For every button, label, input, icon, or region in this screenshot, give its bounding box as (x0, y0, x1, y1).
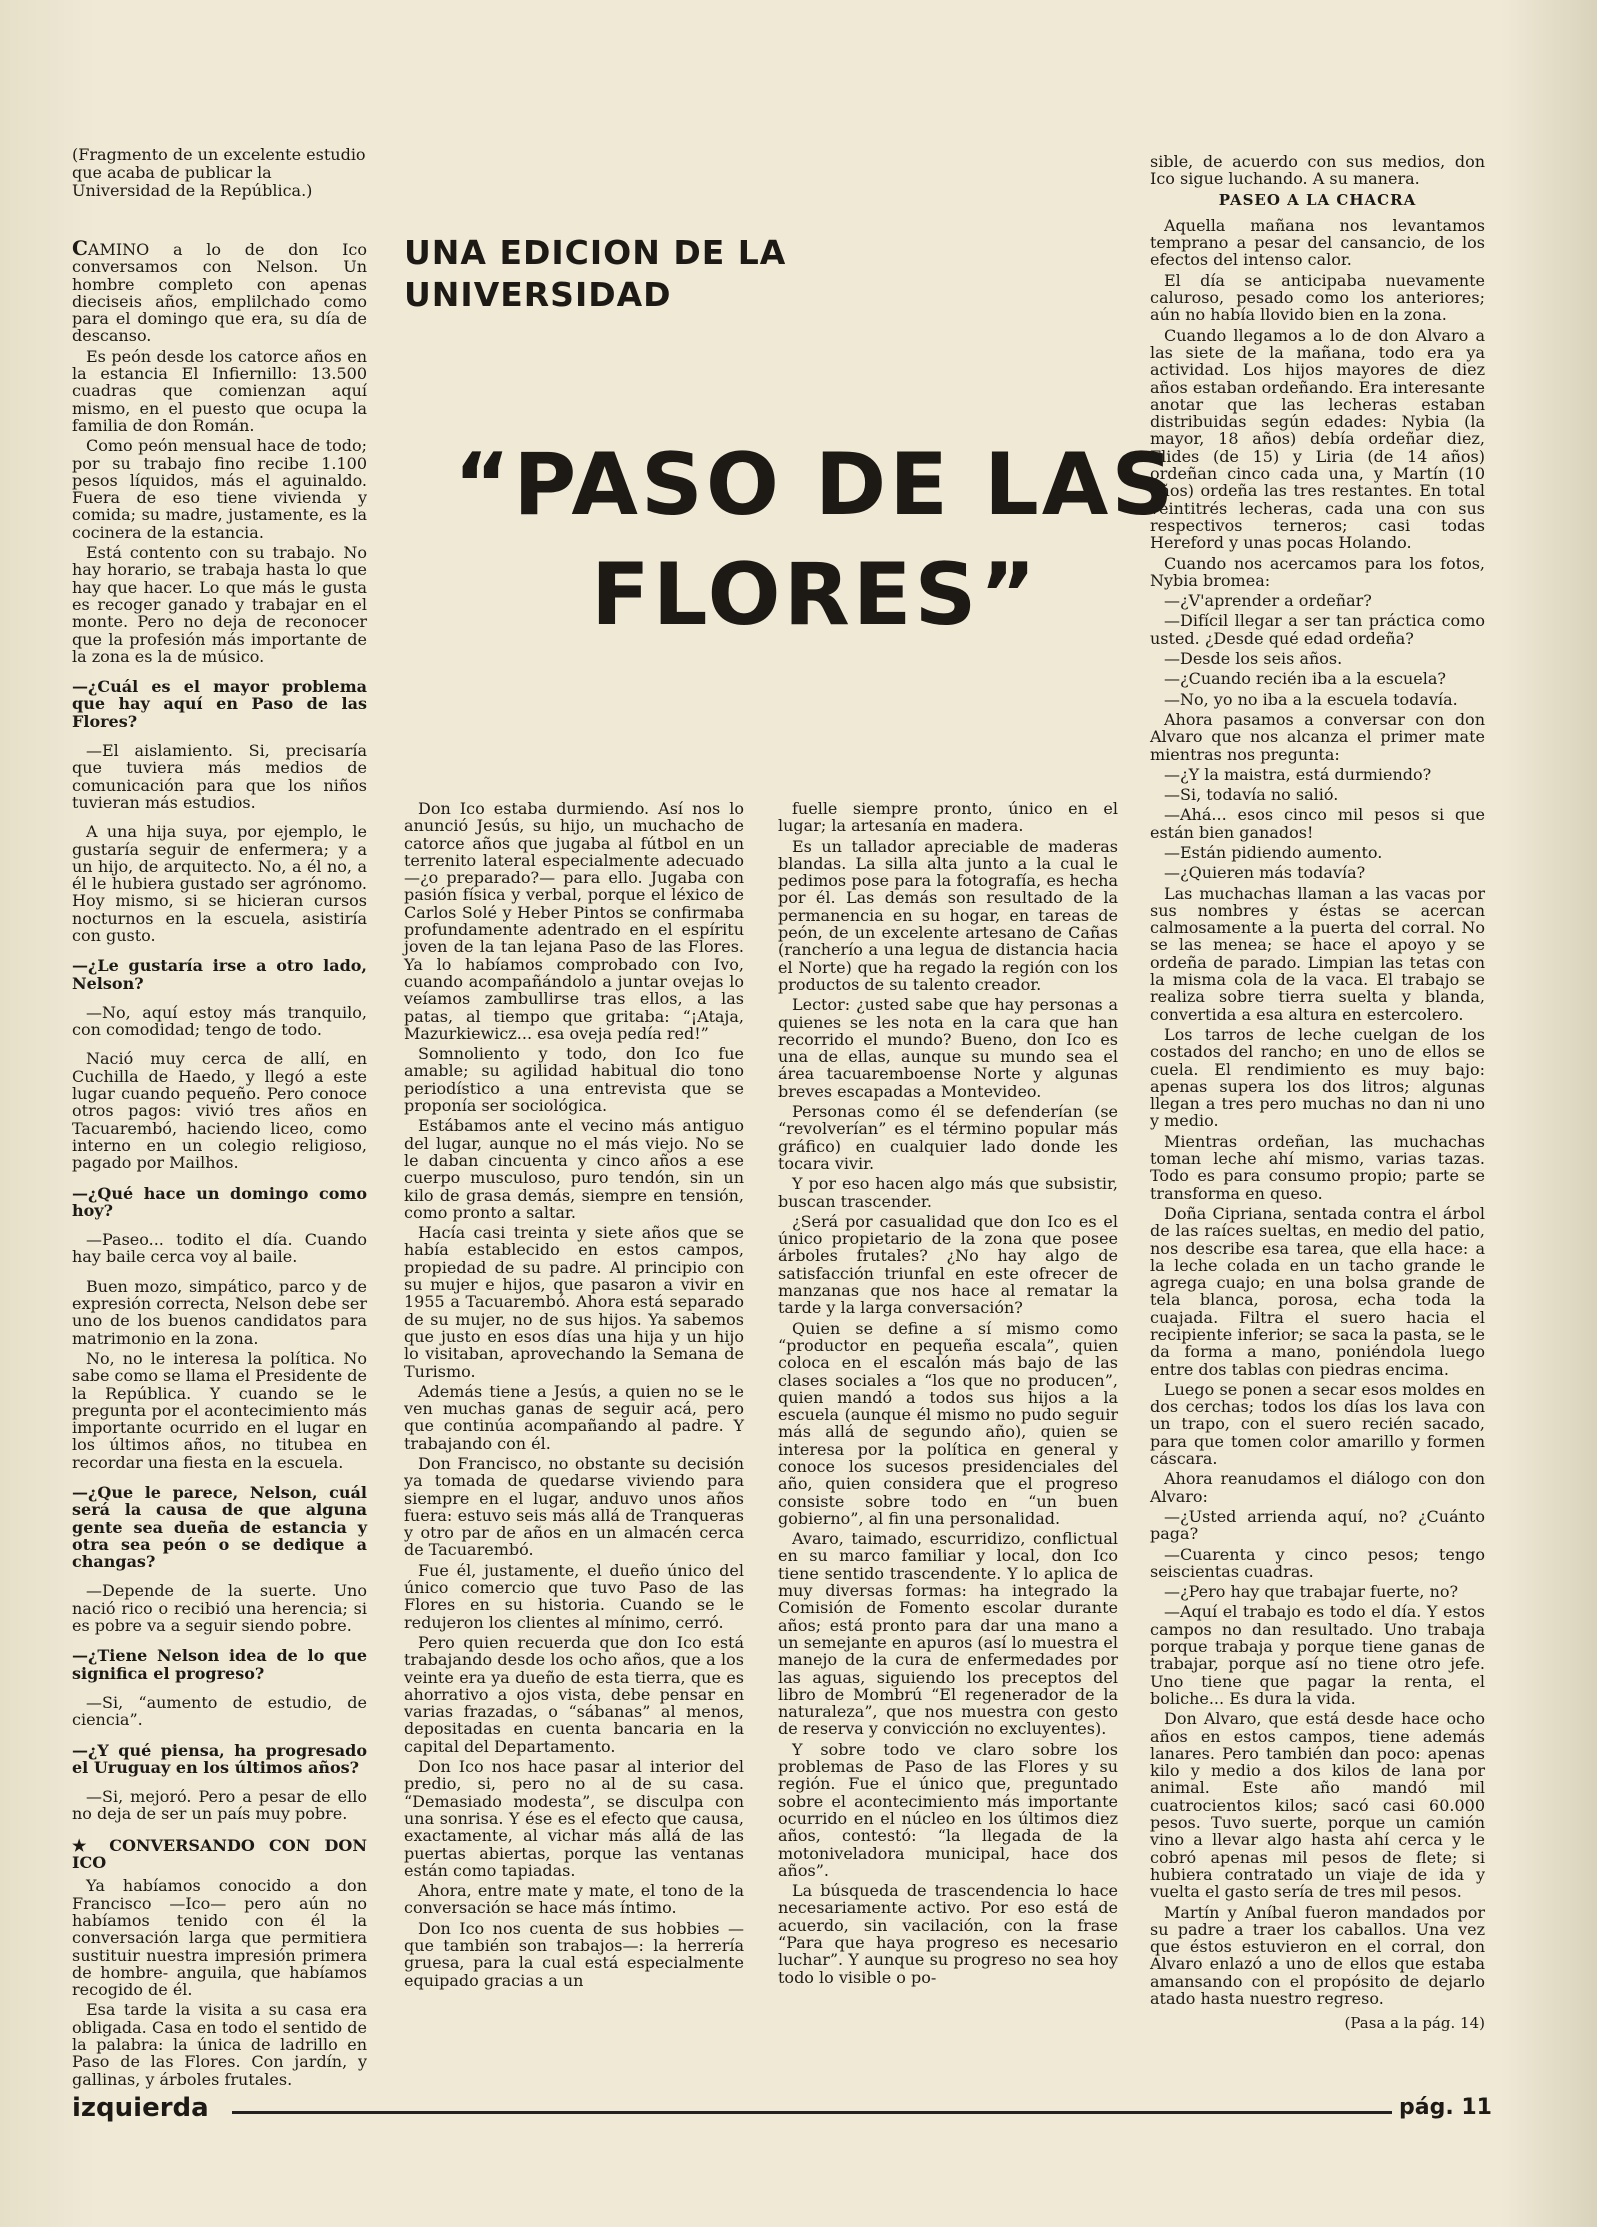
interview-question: —¿Le gustaría irse a otro lado, Nelson? (72, 956, 367, 993)
paragraph: Don Alvaro, que está desde hace ocho años en estos campos, tiene además lanares. Pero también dan poco: apenas kilo y medio a dos kilos de lana por animal. Este año mandó mil cuatrocientos kilos; sacó casi 60.000 pesos. Tuvo suerte, porque un camión vino a llevar algo hasta ahí cerca y le cobró apenas mil pesos de flete; si hubiera contratado un viaje de ida y vuelta el gasto sería de tres mil pesos. (1150, 1709, 1485, 1902)
interview-question: —¿Qué hace un domingo como hoy? (72, 1183, 367, 1220)
paragraph: —Difícil llegar a ser tan práctica como usted. ¿Desde qué edad ordeña? (1150, 611, 1485, 648)
paragraph: Los tarros de leche cuelgan de los costados del rancho; en uno de ellos se cuela. El rendimiento es muy bajo: apenas supera los dos litros; algunas llegan a tres pero muchas no dan ni uno y medio. (1150, 1024, 1485, 1131)
paragraph: —El aislamiento. Si, precisaría que tuviera más medios de comunicación para que los niños tuvieran más estudios. (72, 741, 367, 812)
paragraph: —No, aquí estoy más tranquilo, con comodidad; tengo de todo. (72, 1002, 367, 1040)
page-footer (72, 2093, 1492, 2127)
paragraph: El día se anticipaba nuevamente caluroso, pesado como los anteriores; aún no había llovido bien en la zona. (1150, 270, 1485, 325)
paragraph: —¿Cuando recién iba a la escuela? (1164, 669, 1446, 689)
paragraph: —Depende de la suerte. Uno nació rico o recibió una herencia; si es pobre va a seguir siendo pobre. (72, 1581, 367, 1636)
paragraph: Ahora, entre mate y mate, el tono de la conversación se hace más íntimo. (404, 1881, 744, 1918)
paragraph: Cuando nos acercamos para los fotos, Nybia bromea: (1150, 553, 1485, 590)
interview-question: —¿Que le parece, Nelson, cuál será la causa de que alguna gente sea dueña de estancia y otra sea peón o se dedique a changas? (72, 1483, 367, 1572)
paragraph (72, 236, 367, 346)
paragraph: fuelle siempre pronto, único en el lugar; la artesanía en madera. (778, 799, 1118, 836)
paragraph: Mientras ordeñan, las muchachas toman leche ahí mismo, varias tazas. Todo es para consumo propio; parte se transforma en queso. (1150, 1131, 1485, 1203)
publication-name: izquierda (72, 2093, 209, 2123)
paragraph: Y por eso hacen algo más que subsistir, buscan trascender. (778, 1174, 1118, 1211)
interview-question: —¿Tiene Nelson idea de lo que significa el progreso? (72, 1646, 367, 1683)
paragraph: Está contento con su trabajo. No hay horario, se trabaja hasta lo que hay que hacer. Lo que más le gusta es recoger ganado y trabajar en el monte. Pero no deja de reconocer que la profesión más importante de la zona es la de músico. (72, 543, 367, 666)
paragraph: Ya habíamos conocido a don Francisco —Ico— pero aún no habíamos tenido con él la conversación larga que permitiera sustituir nuestra impresión primera de hombre- anguila, que habíamos recogido de él. (72, 1876, 367, 2000)
paragraph: —Si, todavía no salió. (1164, 785, 1339, 805)
paragraph: —No, yo no iba a la escuela todavía. (1164, 689, 1458, 709)
paragraph: Cuando llegamos a lo de don Alvaro a las siete de la mañana, todo era ya actividad. Los hijos mayores de diez años estaban ordeñando. Era interesante anotar que las lecheras estaban distribuidas según edades: Nybia (la mayor, 18 años) debía ordeñar diez, Flides (de 15) y Liria (de 14 años) ordeñan cinco cada una, y Martín (10 años) ordeña las tres restantes. En total veintitrés lecheras, cada una con sus respectivos terneros; casi todas Hereford y unas pocas Holando. (1150, 325, 1485, 553)
paragraph: Doña Cipriana, sentada contra el árbol de las raíces sueltas, en medio del patio, nos describe esa tarea, que ella hace: a la leche colada en un tacho grande le agrega cuajo; en una bolsa grande de tela blanca, porosa, echa toda la cuajada. Filtra el suero hacia el recipiente inferior; se saca la pasta, se le da forma a mano, poniéndola luego entre dos tablas con piedras encima. (1150, 1203, 1485, 1379)
paragraph: Ahora reanudamos el diálogo con don Alvaro: (1150, 1469, 1485, 1506)
section-heading-paseo: PASEO A LA CHACRA (1218, 190, 1417, 209)
paragraph: Buen mozo, simpático, parco y de expresión correcta, Nelson debe ser uno de los buenos candidatos para matrimonio en la zona. (72, 1276, 367, 1348)
paragraph: Don Ico nos hace pasar al interior del predio, si, pero no al de su casa. “Demasiado modesta”, se disculpa con una sonrisa. Y ése es el efecto que causa, exactamente, al vichar más allá de las puertas abiertas, porque las ventanas están como tapiadas. (404, 1757, 744, 1880)
paragraph: —¿Y la maistra, está durmiendo? (1164, 764, 1432, 784)
paragraph: —Aquí el trabajo es todo el día. Y estos campos no dan resultado. Uno trabaja porque trabaja y porque tiene ganas de trabajar, porque así no tiene otro jefe. Uno tiene que pagar la renta, el boliche... Es dura la vida. (1150, 1602, 1485, 1708)
intro-note: (Fragmento de un excelente estudio que acaba de publicar la Universidad de la República.) (72, 145, 366, 200)
drop-cap: C (72, 236, 88, 260)
main-headline: “PASO DE LAS FLORES” (453, 435, 1177, 645)
kicker-heading: UNA EDICION DE LA UNIVERSIDAD (404, 233, 787, 314)
paragraph: Es peón desde los catorce años en la estancia El Infiernillo: 13.500 cuadras que comienzan aquí mismo, en el puesto que ocupa la familia de don Román. (72, 346, 367, 435)
paragraph: —¿Quieren más todavía? (1164, 863, 1366, 883)
column-4-opening: sible, de acuerdo con sus medios, don Ico sigue luchando. A su manera. (1150, 152, 1485, 189)
paragraph: Lector: ¿usted sabe que hay personas a quienes se les nota en la cara que han recorrido el mundo? Bueno, don Ico es una de ellas, aunque su mundo sea el área tacuaremboense Norte y algunas breves escapadas a Montevideo. (778, 995, 1118, 1101)
paragraph: —¿V'aprender a ordeñar? (1164, 591, 1372, 611)
paragraph-text: AMINO a lo de don Ico conversamos con Nelson. Un hombre completo con apenas dieciseis años, emplilchado como para el domingo que era, su día de descanso. (72, 240, 367, 346)
column-2 (404, 800, 744, 1992)
paragraph: Somnoliento y todo, don Ico fue amable; su agilidad habitual dio tono periodístico a una entrevista que se proponía ser sociológica. (404, 1044, 744, 1116)
column-1 (72, 236, 367, 2091)
interview-question: —¿Y qué piensa, ha progresado el Uruguay en los últimos años? (72, 1740, 367, 1777)
paragraph: Como peón mensual hace de todo; por su trabajo fino recibe 1.100 pesos líquidos, más el aguinaldo. Fuera de eso tiene vivienda y comida; su madre, justamente, es la cocinera de la estancia. (72, 436, 367, 542)
paragraph: —Desde los seis años. (1164, 649, 1343, 669)
paragraph: A una hija suya, por ejemplo, le gustaría seguir de enfermera; y a un hijo, de arquitecto. No, a él no, a él le hubiera gustado ser agrónomo. Hoy mismo, si se hicieran cursos nocturnos en la escuela, asistiría con gusto. (72, 822, 367, 945)
paragraph: Hacía casi treinta y siete años que se había establecido en estos campos, propiedad de su padre. Al principio con su mujer e hijos, que pasaron a vivir en 1955 a Tacuarembó. Ahora está separado de su mujer, no de sus hijos. Ya sabemos que justo en esos días una hija y un hijo lo visitaban, aprovechando la Semana de Turismo. (404, 1223, 744, 1381)
paragraph: ¿Será por casualidad que don Ico es el único propietario de la zona que posee árboles frutales? ¿No hay algo de satisfacción triunfal en este ofrecer de manzanas que nos hace al rematar la tarde y la larga conversación? (778, 1211, 1118, 1318)
paragraph: Estábamos ante el vecino más antiguo del lugar, aunque no el más viejo. No se le daban cincuenta y cinco años a ese cuerpo musculoso, puro tendón, sin un kilo de grasa demás, siempre en tensión, como pronto a saltar. (404, 1116, 744, 1222)
continuation-note: (Pasa a la pág. 14) (1344, 2014, 1485, 2033)
paragraph: Las muchachas llaman a las vacas por sus nombres y éstas se acercan calmosamente a la puerta del corral. No se las menea; se hace el apoyo y se ordeña de parado. Limpian las tetas con la misma cola de la vaca. El trabajo se realiza sobre tierra suelta y blanda, convertida a esa altura en estercolero. (1150, 883, 1485, 1024)
column-4-body (1150, 217, 1485, 2007)
paragraph: Avaro, taimado, escurridizo, conflictual en su marco familiar y local, don Ico tiene sentido trascendente. Y lo aplica de muy diversas formas: ha integrado la Comisión de Fomento escolar durante años; está pronto para dar una mano a un semejante en apuros (así lo muestra el manejo de la cura de enfermedades por las aguas, siguiendo los preceptos del libro de Mombrú “El regenerador de la naturaleza”, que nos muestra con gesto de reserva y convicción no excluyentes). (778, 1529, 1118, 1739)
paragraph: Don Ico estaba durmiendo. Así nos lo anunció Jesús, su hijo, un muchacho de catorce años que jugaba al fútbol en un terrenito lateral especialmente adecuado —¿o preparado?— para ello. Jugaba con pasión física y verbal, porque el léxico de Carlos Solé y Heber Pintos se confirmaba profundamente adentrado en el espíritu joven de la tan lejana Paso de las Flores. Ya lo habíamos comprobado con Ivo, cuando acompañándolo a juntar ovejas lo veíamos zambullirse tras ellos, a las patas, al tiempo que gritaba: “¡Ataja, Mazurkiewicz... esa oveja pedía red!” (404, 799, 744, 1043)
paragraph: Fue él, justamente, el dueño único del único comercio que tuvo Paso de las Flores en su historia. Cuando se le redujeron los clientes al mínimo, cerró. (404, 1560, 744, 1632)
paragraph: Ahora pasamos a conversar con don Alvaro que nos alcanza el primer mate mientras nos pregunta: (1150, 709, 1485, 764)
paragraph: —Paseo... todito el día. Cuando hay baile cerca voy al baile. (72, 1230, 367, 1267)
paragraph: —Si, “aumento de estudio, de ciencia”. (72, 1692, 367, 1730)
paragraph: Martín y Aníbal fueron mandados por su padre a traer los caballos. Una vez que éstos estuvieron en el corral, don Alvaro enlazó a uno de ellos que estaba amansando con el propósito de dejarlo atado hasta nuestro regreso. (1150, 1902, 1485, 2008)
column-4 (1150, 153, 1485, 2033)
paragraph: Quien se define a sí mismo como “productor en pequeña escala”, quien coloca en el escalón más bajo de las clases sociales a “los que no producen”, quien mandó a todos sus hijos a la escuela (aunque él mismo no pudo seguir más allá de segundo año), quien se interesa por la política en general y conoce los sucesos presidenciales del año, quien considera que el progreso consiste sobre todo en “un buen gobierno”, al fin una personalidad. (778, 1318, 1118, 1528)
page-number: pág. 11 (1399, 2095, 1492, 2120)
section-heading: ★ CONVERSANDO CON DON ICO (72, 1835, 367, 1873)
paragraph: Luego se ponen a secar esos moldes en dos cerchas; todos los días los lava con un trapo, con el suero recién sacado, para que tomen color amarillo y formen cáscara. (1150, 1379, 1485, 1469)
paragraph: —¿Usted arrienda aquí, no? ¿Cuánto paga? (1150, 1506, 1485, 1544)
paragraph: —Están pidiendo aumento. (1164, 842, 1383, 862)
paragraph: Personas como él se defenderían (se “revolverían” es el término popular más gráfico) en cualquier lado donde les tocara vivir. (778, 1102, 1118, 1173)
column-3 (778, 800, 1118, 1989)
interview-question: —¿Cuál es el mayor problema que hay aquí en Paso de las Flores? (72, 677, 367, 731)
footer-rule (232, 2111, 1392, 2114)
paragraph: Don Francisco, no obstante su decisión ya tomada de quedarse viviendo para siempre en el lugar, anduvo unos años fuera: estuvo seis más allá de Tranqueras y otro par de años en un almacén cerca de Tacuarembó. (404, 1453, 744, 1560)
paragraph: —¿Pero hay que trabajar fuerte, no? (1164, 1582, 1459, 1602)
paragraph: Nació muy cerca de allí, en Cuchilla de Haedo, y llegó a este lugar cuando pequeño. Pero conoce otros pagos: vivió tres años en Tacuarembó, haciendo liceo, como interno en un colegio religioso, pagado por Mailhos. (72, 1049, 367, 1173)
paragraph: No, no le interesa la política. No sabe como se llama el Presidente de la República. Y cuando se le pregunta por el acontecimiento más importante ocurrido en el lugar en los últimos años, no titubea en recordar una fiesta en la escuela. (72, 1348, 367, 1472)
paragraph: Es un tallador apreciable de maderas blandas. La silla alta junto a la cual le pedimos pose para la fotografía, es hecha por él. Las demás son resultado de la permanencia en su hogar, en tareas de peón, de un excelente artesano de Cañas (rancherío a una legua de distancia hacia el Norte) que ha regado la región con los productos de su talento creador. (778, 836, 1118, 994)
paragraph: Pero quien recuerda que don Ico está trabajando desde los ocho años, que a los veinte era ya dueño de esta tierra, que es ahorrativo a ojos vista, debe pensar en varias frazadas, o “sábanas” al menos, depositadas en cuenta bancaria en la capital del Departamento. (404, 1632, 744, 1756)
paragraph: —Ahá... esos cinco mil pesos si que están bien ganados! (1150, 805, 1485, 842)
paragraph: Don Ico nos cuenta de sus hobbies —que también son trabajos—: la herrería gruesa, para la cual está especialmente equipado gracias a un (404, 1918, 744, 1990)
paragraph: Además tiene a Jesús, a quien no se le ven muchas ganas de seguir acá, pero que continúa acompañando al padre. Y trabajando con él. (404, 1381, 744, 1453)
paragraph: Esa tarde la visita a su casa era obligada. Casa en todo el sentido de la palabra: la única de ladrillo en Paso de las Flores. Con jardín, y gallinas, y árboles frutales. (72, 2000, 367, 2089)
paragraph: —Si, mejoró. Pero a pesar de ello no deja de ser un país muy pobre. (72, 1787, 367, 1824)
paragraph: Aquella mañana nos levantamos temprano a pesar del cansancio, de los efectos del intenso calor. (1150, 215, 1485, 270)
paragraph: La búsqueda de trascendencia lo hace necesariamente activo. Por eso está de acuerdo, sin vacilación, con la frase “Para que haya progreso es necesario luchar”. Y aunque su progreso no sea hoy todo lo visible o po- (778, 1881, 1118, 1987)
paragraph: —Cuarenta y cinco pesos; tengo seiscientas cuadras. (1150, 1544, 1485, 1581)
paragraph: Y sobre todo ve claro sobre los problemas de Paso de las Flores y su región. Fue el único que, preguntado sobre el acontecimiento más importante ocurrido en el núcleo en los últimos diez años, contestó: “la llegada de la motoniveladora municipal, hace dos años”. (778, 1739, 1118, 1880)
